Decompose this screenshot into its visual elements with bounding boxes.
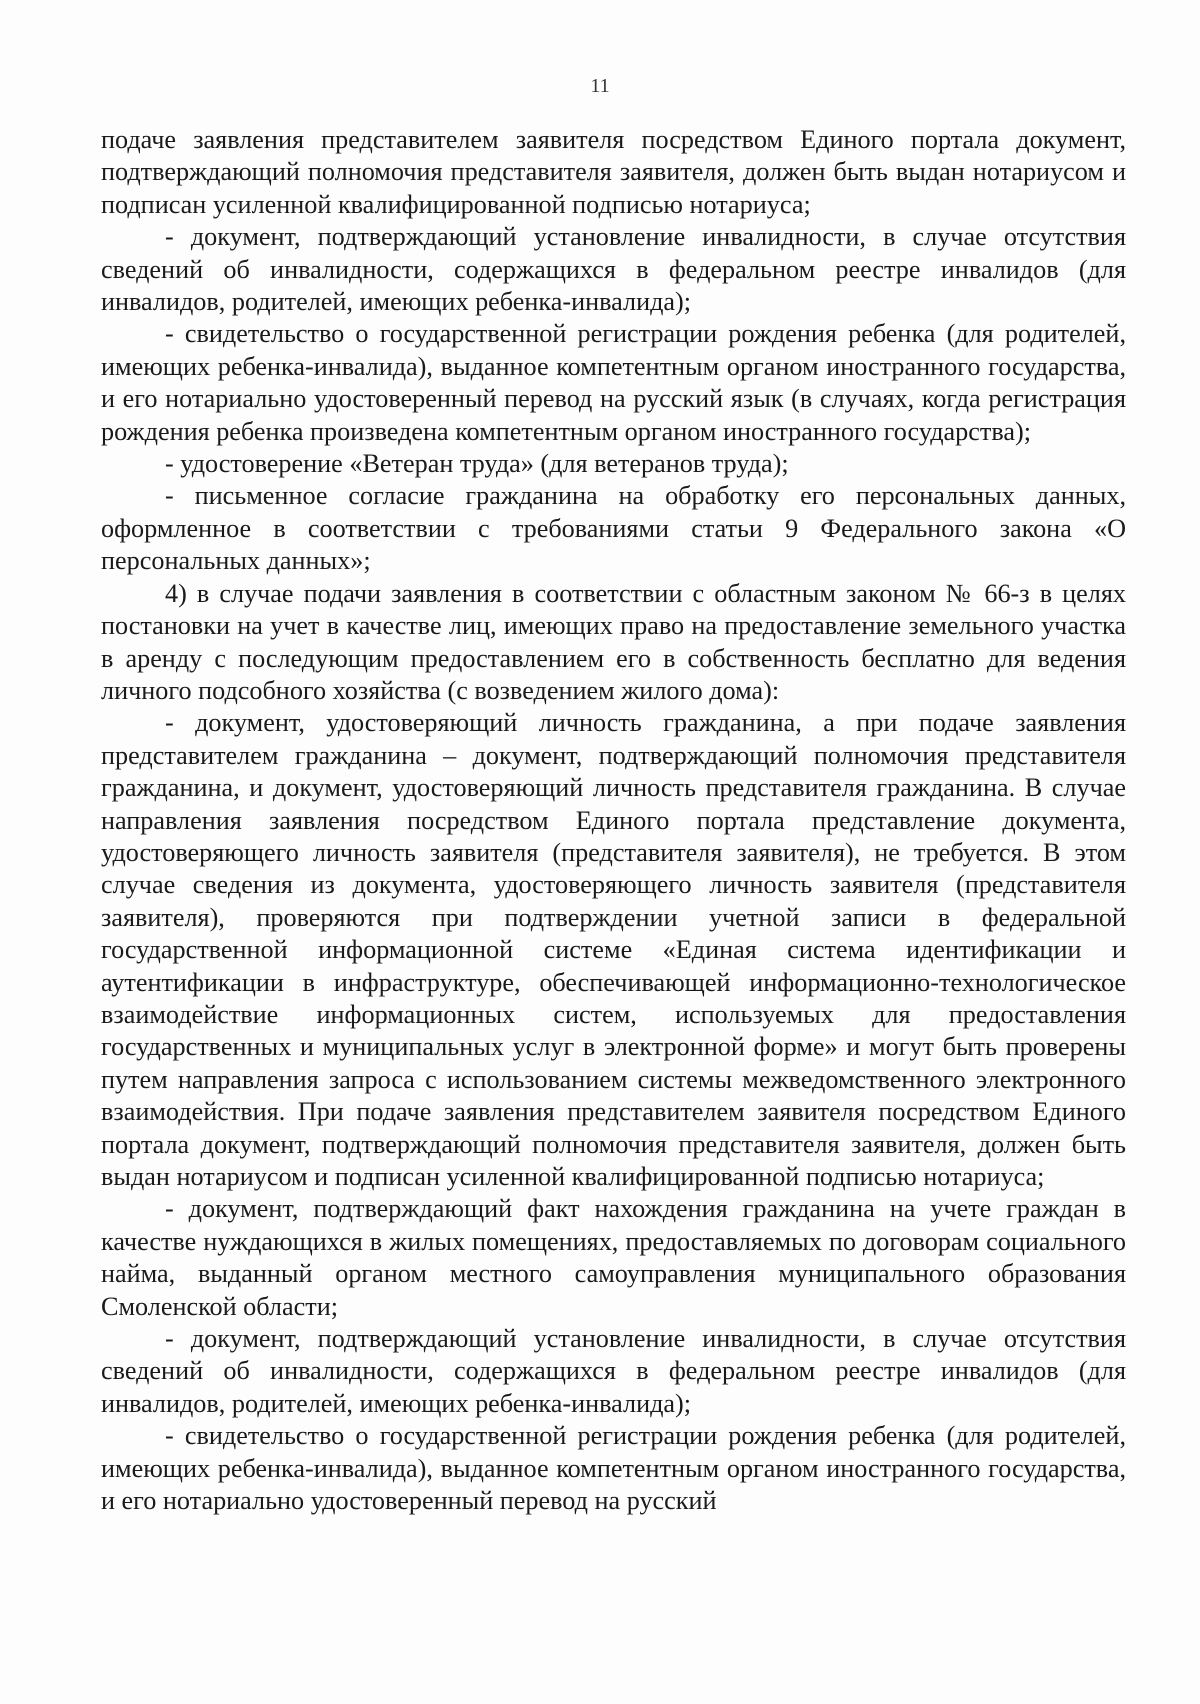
paragraph: - письменное согласие гражданина на обработку его персональных данных, оформленное в соответствии с требованиями статьи 9 Федерального закона «О персональных данных»;: [101, 481, 1126, 576]
document-body: [101, 124, 1126, 1517]
paragraph: - документ, подтверждающий установление инвалидности, в случае отсутствия сведений об инвалидности, содержащихся в федеральном реестре инвалидов (для инвалидов, родителей, имеющих ребенка-инвалида);: [101, 222, 1126, 317]
paragraph: - документ, подтверждающий установление инвалидности, в случае отсутствия сведений об инвалидности, содержащихся в федеральном реестре инвалидов (для инвалидов, родителей, имеющих ребенка-инвалида);: [101, 1324, 1126, 1418]
paragraph: - свидетельство о государственной регистрации рождения ребенка (для родителей, имеющих ребенка-инвалида), выданное компетентным органом иностранного государства, и его нотариально удостоверенный перевод на русский язык (в случаях, когда регистрация рождения ребенка произведена компетентным органом иностранного государства);: [101, 319, 1126, 446]
paragraph: - документ, удостоверяющий личность гражданина, а при подаче заявления представителем гражданина – документ, подтверждающий полномочия представителя гражданина, и документ, удостоверяющий личность представителя гражданина. В случае направления заявления посредством Единого портала представление документа, удостоверяющего личность заявителя (представителя заявителя), не требуется. В этом случае сведения из документа, удостоверяющего личность заявителя (представителя заявителя), проверяются при подтверждении учетной записи в федеральной государственной информационной системе «Единая система идентификации и аутентификации в инфраструктуре, обеспечивающей информационно-технологическое взаимодействие информационных систем, используемых для предоставления государственных и муниципальных услуг в электронной форме» и могут быть проверены путем направления запроса с использованием системы межведомственного электронного взаимодействия. При подаче заявления представителем заявителя посредством Единого портала документ, подтверждающий полномочия представителя заявителя, должен быть выдан нотариусом и подписан усиленной квалифицированной подписью нотариуса;: [101, 708, 1126, 1191]
paragraph: - свидетельство о государственной регистрации рождения ребенка (для родителей, имеющих ребенка-инвалида), выданное компетентным органом иностранного государства, и его нотариально удостоверенный перевод на русский: [101, 1421, 1126, 1516]
paragraph: подаче заявления представителем заявителя посредством Единого портала документ, подтверждающий полномочия представителя заявителя, должен быть выдан нотариусом и подписан усиленной квалифицированной подписью нотариуса;: [101, 125, 1126, 219]
paragraph: 4) в случае подачи заявления в соответствии с областным законом № 66-з в целях постановки на учет в качестве лиц, имеющих право на предоставление земельного участка в аренду с последующим предоставлением его в собственность бесплатно для ведения личного подсобного хозяйства (с возведением жилого дома):: [101, 578, 1126, 705]
page-number: 11: [590, 75, 610, 97]
paragraph: - удостоверение «Ветеран труда» (для ветеранов труда);: [165, 449, 789, 479]
paragraph: - документ, подтверждающий факт нахождения гражданина на учете граждан в качестве нуждающихся в жилых помещениях, предоставляемых по договорам социального найма, выданный органом местного самоуправления муниципального образования Смоленской области;: [101, 1194, 1126, 1321]
